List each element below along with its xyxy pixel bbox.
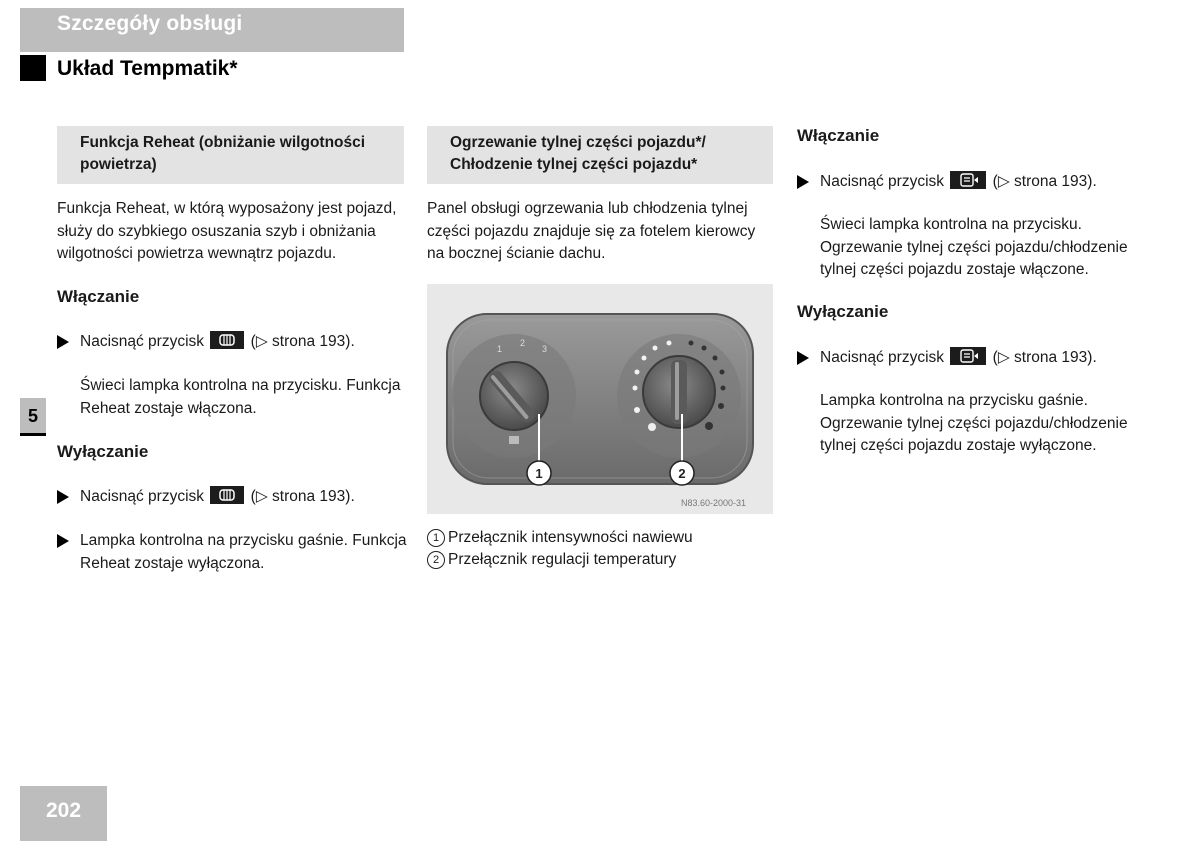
page-number: 202 xyxy=(20,786,107,841)
reheat-on-result: Świeci lampka kontrolna na przycisku. Funkcja Reheat zostaje włączona. xyxy=(80,377,401,417)
control-panel-figure xyxy=(427,284,773,514)
figure-code: N83.60-2000-31 xyxy=(681,498,747,508)
reheat-on-step xyxy=(57,331,407,354)
bullet-triangle-icon xyxy=(57,534,69,548)
rear-off-step xyxy=(797,347,1157,370)
callout-1: 1 xyxy=(535,466,543,481)
step-text: Nacisnąć przycisk xyxy=(80,333,205,350)
step-text: Nacisnąć przycisk xyxy=(820,173,945,190)
step-page-ref: (▷ strona 193). xyxy=(250,488,355,505)
control-panel-illustration xyxy=(427,284,773,514)
bullet-triangle-icon xyxy=(57,335,69,349)
rear-climate-box-heading: Ogrzewanie tylnej części pojazdu*/ Chłodzenie tylnej części pojazdu* xyxy=(427,126,773,184)
bullet-triangle-icon xyxy=(797,175,809,189)
rear-on-result: Świeci lampka kontrolna na przycisku. Ogrzewanie tylnej części pojazdu/chłodzenie tylnej części pojazdu zostaje włączone. xyxy=(820,216,1128,278)
caption-number: 1 xyxy=(427,529,445,547)
callout-2: 2 xyxy=(678,466,686,481)
section-title: Układ Tempmatik* xyxy=(57,57,238,80)
speed-mark-2: 2 xyxy=(520,338,526,348)
rear-off-result: Lampka kontrolna na przycisku gaśnie. Ogrzewanie tylnej części pojazdu/chłodzenie tylnej części pojazdu zostaje wyłączone. xyxy=(820,392,1128,454)
bullet-triangle-icon xyxy=(797,351,809,365)
step-text: Nacisnąć przycisk xyxy=(820,349,945,366)
step-text: Nacisnąć przycisk xyxy=(80,488,205,505)
step-page-ref: (▷ strona 193). xyxy=(992,349,1097,366)
reheat-on-heading: Włączanie xyxy=(57,287,140,306)
caption-1 xyxy=(427,527,777,550)
reheat-off-step xyxy=(57,486,407,509)
caption-2 xyxy=(427,549,777,572)
section-marker xyxy=(20,55,46,81)
reheat-off-heading: Wyłączanie xyxy=(57,442,149,461)
speed-mark-1: 1 xyxy=(497,344,503,354)
bullet-triangle-icon xyxy=(57,490,69,504)
rear-on-heading: Włączanie xyxy=(797,126,880,145)
step-page-ref: (▷ strona 193). xyxy=(992,173,1097,190)
caption-number: 2 xyxy=(427,551,445,569)
reheat-intro: Funkcja Reheat, w którą wyposażony jest pojazd, służy do szybkiego osuszania szyb i obniżania wilgotności powietrza wewnątrz pojazdu. xyxy=(57,200,397,262)
reheat-button-icon xyxy=(210,331,244,349)
speed-mark-3: 3 xyxy=(542,344,548,354)
fan-symbol-icon xyxy=(509,436,519,444)
chapter-tab: 5 xyxy=(20,398,46,436)
rear-on-step xyxy=(797,171,1157,194)
reheat-off-result xyxy=(57,530,407,575)
rear-climate-button-icon xyxy=(950,347,986,365)
rear-off-heading: Wyłączanie xyxy=(797,302,889,321)
caption-text: Przełącznik intensywności nawiewu xyxy=(448,529,693,546)
chapter-header-title: Szczegóły obsługi xyxy=(57,12,243,35)
caption-text: Przełącznik regulacji temperatury xyxy=(448,551,677,568)
rear-climate-intro: Panel obsługi ogrzewania lub chłodzenia tylnej części pojazdu znajduje się za fotelem kierowcy na bocznej ścianie dachu. xyxy=(427,200,756,262)
reheat-box-heading: Funkcja Reheat (obniżanie wilgotności powietrza) xyxy=(57,126,404,184)
step-page-ref: (▷ strona 193). xyxy=(250,333,355,350)
reheat-button-icon xyxy=(210,486,244,504)
rear-climate-button-icon xyxy=(950,171,986,189)
result-text: Lampka kontrolna na przycisku gaśnie. Funkcja Reheat zostaje wyłączona. xyxy=(80,532,407,572)
